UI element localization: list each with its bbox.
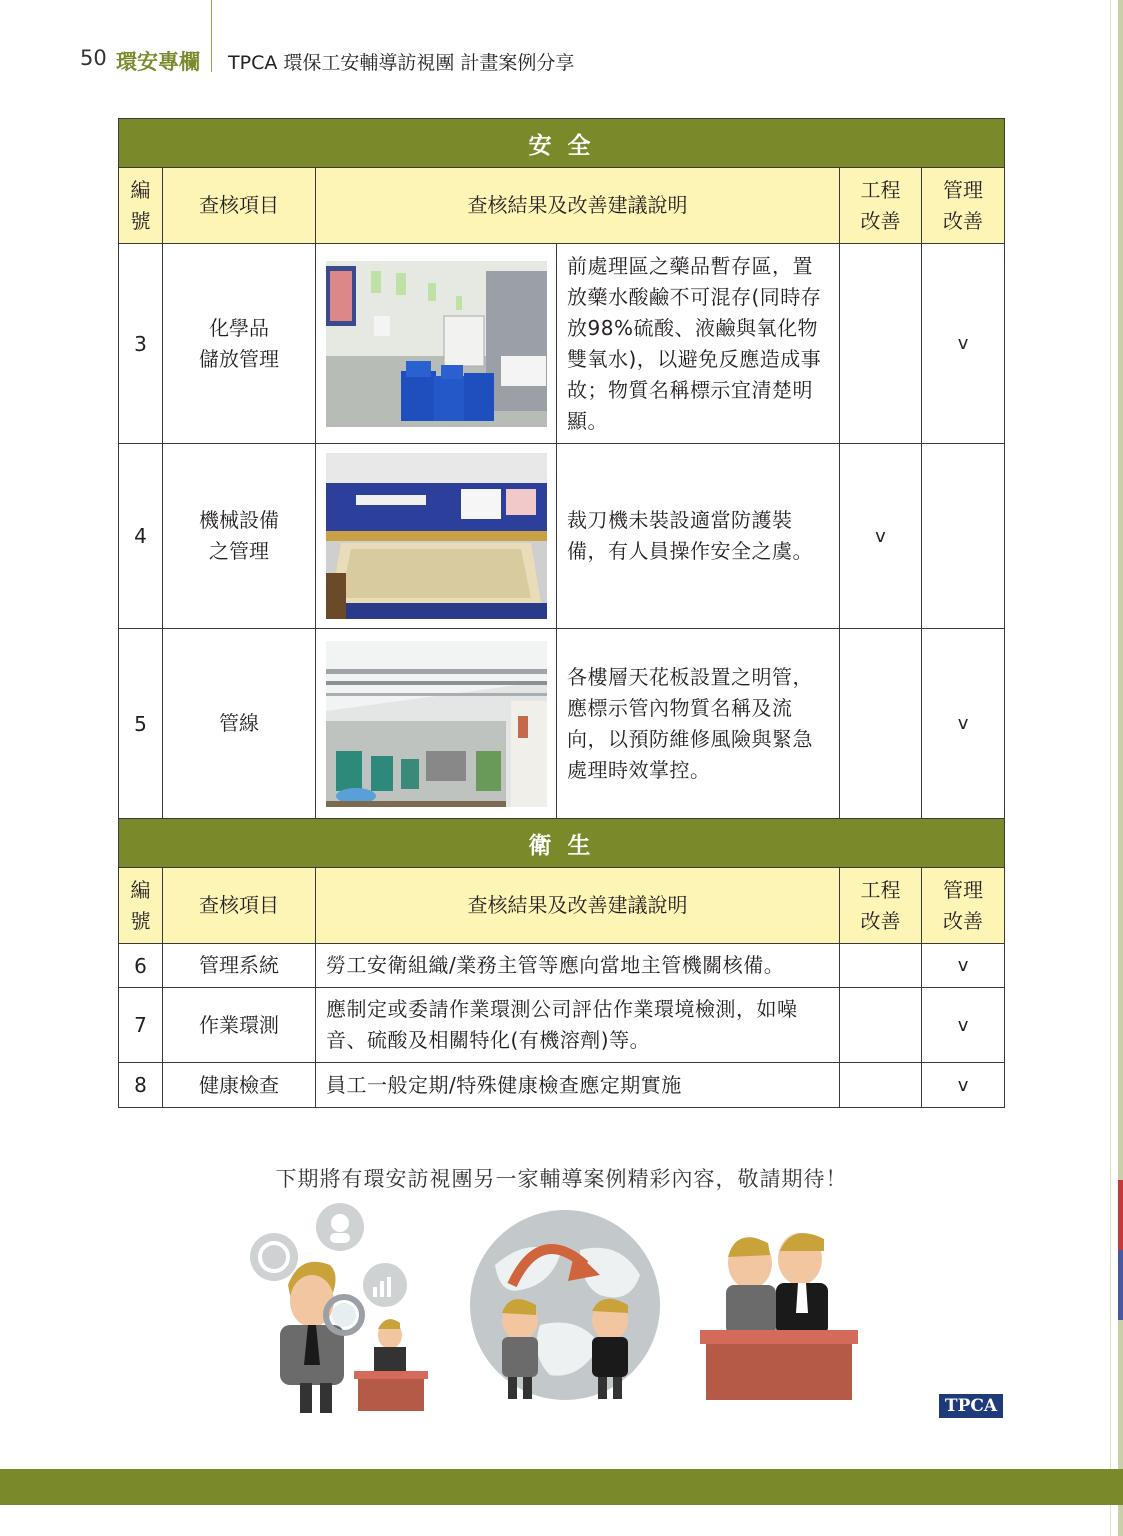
safety-section-header (119, 119, 1005, 168)
safety-title: 安 全 (119, 119, 1005, 168)
col-item: 查核項目 (163, 168, 316, 244)
row-mgmt-mark (922, 444, 1005, 629)
row-eng-mark (840, 988, 922, 1063)
row-desc: 各樓層天花板設置之明管，應標示管內物質名稱及流向，以預防維修風險與緊急處理時效掌控。 (557, 629, 840, 819)
edge-color-strip (1118, 0, 1123, 1536)
row-eng-mark: v (840, 444, 922, 629)
row-eng-mark (840, 944, 922, 988)
table-row (119, 629, 1005, 819)
photo-cell (316, 244, 557, 444)
bottom-band (0, 1469, 1123, 1505)
table-row (119, 944, 1005, 988)
col-num (119, 168, 163, 244)
row-desc: 員工一般定期/特殊健康檢查應定期實施 (316, 1063, 840, 1108)
row-desc: 勞工安衛組織/業務主管等應向當地主管機關核備。 (316, 944, 840, 988)
row-item: 管理系統 (163, 944, 316, 988)
page-header (0, 0, 1123, 80)
col-mgmt (922, 168, 1005, 244)
row-eng-mark (840, 1063, 922, 1108)
table-row (119, 444, 1005, 629)
pipeline-photo (326, 641, 547, 807)
hygiene-title: 衛 生 (119, 819, 1005, 868)
row-mgmt-mark: v (922, 988, 1005, 1063)
row-desc: 前處理區之藥品暫存區，置放藥水酸鹼不可混存(同時存放98%硫酸、液鹼與氧化物雙氧水)，以避免反應造成事故；物質名稱標示宜清楚明顯。 (557, 244, 840, 444)
row-num: 5 (119, 629, 163, 819)
row-num: 7 (119, 988, 163, 1063)
cutting-machine-photo (326, 453, 547, 619)
row-mgmt-mark: v (922, 1063, 1005, 1108)
row-item (163, 444, 316, 629)
row-num: 3 (119, 244, 163, 444)
header-divider (211, 0, 212, 72)
row-item: 作業環測 (163, 988, 316, 1063)
page-number: 50 (80, 46, 107, 70)
edge-line (1110, 0, 1111, 1536)
col-mgmt-label: 管理 改善 (943, 177, 984, 233)
col-eng-label: 工程 改善 (860, 177, 901, 233)
col-num-label: 編 號 (130, 177, 151, 233)
hygiene-section-header (119, 819, 1005, 868)
row-mgmt-mark: v (922, 629, 1005, 819)
audit-table (118, 118, 1005, 1108)
col-desc: 查核結果及改善建議說明 (316, 868, 840, 944)
photo-cell (316, 444, 557, 629)
col-eng (840, 168, 922, 244)
row-eng-mark (840, 629, 922, 819)
row-num: 4 (119, 444, 163, 629)
row-item (163, 629, 316, 819)
header-title: TPCA 環保工安輔導訪視團 計畫案例分享 (228, 52, 575, 74)
col-mgmt (922, 868, 1005, 944)
consulting-illustration (240, 1195, 880, 1425)
chemical-storage-photo (326, 261, 547, 427)
col-num (119, 868, 163, 944)
col-desc: 查核結果及改善建議說明 (316, 168, 840, 244)
col-num-label: 編 號 (130, 877, 151, 933)
section-label: 環安專欄 (116, 50, 200, 74)
col-item: 查核項目 (163, 868, 316, 944)
table-row (119, 244, 1005, 444)
row-eng-mark (840, 244, 922, 444)
photo-cell (316, 629, 557, 819)
row-item-label: 化學品 儲放管理 (199, 315, 279, 371)
row-num: 8 (119, 1063, 163, 1108)
row-desc: 裁刀機未裝設適當防護裝備，有人員操作安全之虞。 (557, 444, 840, 629)
tpca-logo: TPCA (939, 1394, 1003, 1418)
row-desc: 應制定或委請作業環測公司評估作業環境檢測，如噪音、硫酸及相關特化(有機溶劑)等。 (316, 988, 840, 1063)
hygiene-column-header (119, 868, 1005, 944)
col-mgmt-label: 管理 改善 (943, 877, 984, 933)
row-item: 健康檢查 (163, 1063, 316, 1108)
row-item (163, 244, 316, 444)
row-num: 6 (119, 944, 163, 988)
table-row (119, 988, 1005, 1063)
next-issue-message: 下期將有環安訪視團另一家輔導案例精彩內容，敬請期待！ (275, 1167, 848, 1191)
safety-column-header (119, 168, 1005, 244)
row-item-label: 機械設備 之管理 (199, 508, 279, 563)
col-eng-label: 工程 改善 (860, 877, 901, 933)
col-eng (840, 868, 922, 944)
row-item-label: 管線 (219, 711, 259, 735)
row-mgmt-mark: v (922, 944, 1005, 988)
row-mgmt-mark: v (922, 244, 1005, 444)
table-row (119, 1063, 1005, 1108)
